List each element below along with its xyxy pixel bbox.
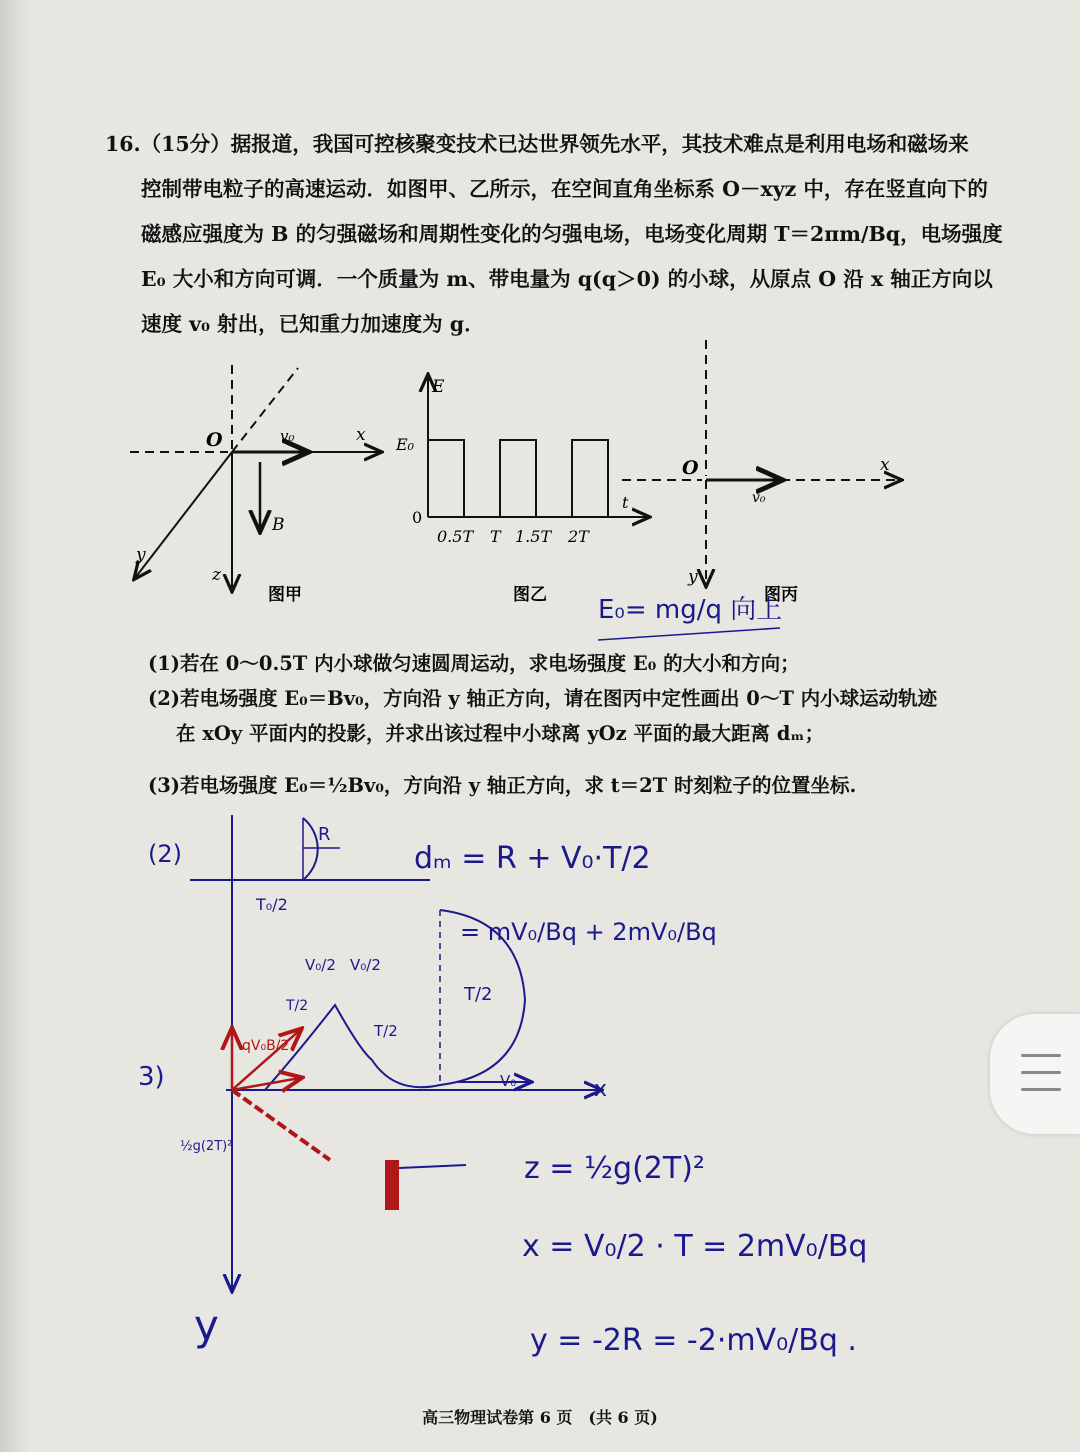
part-1: (1)若在 0～0.5T 内小球做匀速圆周运动，求电场强度 E₀ 的大小和方向； (148, 652, 800, 675)
figure-yi (395, 376, 648, 605)
zero-label: 0 (412, 508, 423, 527)
t-axis-label: t (622, 493, 629, 512)
hw-label-3: 3) (138, 1062, 165, 1092)
tick-label: 0.5T (437, 527, 474, 546)
y-axis-label: y (688, 567, 698, 587)
z-axis-label: z (212, 565, 221, 585)
part-3: (3)若电场强度 E₀＝½Bv₀，方向沿 y 轴正方向，求 t＝2T 时刻粒子的位置坐标. (148, 774, 857, 797)
page-footer: 高三物理试卷第 6 页 (共 6 页) (422, 1408, 658, 1427)
caption-yi: 图乙 (513, 585, 547, 605)
hw-force-label: qV₀B/2 (242, 1038, 290, 1054)
hw-x-label: x (594, 1077, 608, 1102)
hw-v0-label: V₀ (500, 1072, 517, 1090)
hw-g-label: ½g(2T)² (180, 1139, 233, 1154)
y-axis-label: y (136, 545, 146, 565)
caption-bing: 图丙 (764, 585, 798, 605)
question-line: 速度 v₀ 射出，已知重力加速度为 g． (141, 312, 485, 336)
hw-z-equation: z = ½g(2T)² (524, 1151, 705, 1186)
tick-label: 2T (568, 527, 589, 546)
hw-t-half: T/2 (464, 984, 493, 1005)
hw-label-2: (2) (148, 840, 182, 868)
x-axis-label: x (356, 425, 366, 445)
e-axis-label: E (432, 377, 445, 397)
hw-t0-half: T₀/2 (256, 895, 288, 914)
hw-y-equation: y = -2R = -2·mV₀/Bq . (530, 1323, 857, 1358)
question-line: 磁感应强度为 B 的匀强磁场和周期性变化的匀强电场，电场变化周期 T＝2πm/Bq，电场强度 (141, 222, 1003, 246)
origin-label: O (682, 457, 699, 479)
part-2-cont: 在 xOy 平面内的投影，并求出该过程中小球离 yOz 平面的最大距离 dₘ； (176, 722, 825, 745)
figure-jia (130, 365, 380, 605)
hw-v-half: V₀/2 (350, 956, 381, 974)
menu-icon (1021, 1071, 1061, 1074)
hw-dm-line1: dₘ = R + V₀·T/2 (414, 841, 651, 876)
side-menu-button[interactable] (990, 1014, 1080, 1134)
hw-v-half: V₀/2 (305, 956, 336, 974)
menu-icon (1021, 1088, 1061, 1091)
handwritten-diagram (138, 815, 717, 1350)
hw-t-half: T/2 (286, 998, 309, 1014)
b-field-label: B (272, 515, 285, 535)
hw-r-label: R (318, 824, 331, 845)
x-axis-label: x (880, 455, 890, 475)
v0-label: v₀ (280, 427, 295, 445)
part-2: (2)若电场强度 E₀＝Bv₀，方向沿 y 轴正方向，请在图丙中定性画出 0～T 内小球运动轨迹 (148, 687, 938, 710)
question-line: 16.（15分）据报道，我国可控核聚变技术已达世界领先水平，其技术难点是利用电场和磁场来 (105, 132, 969, 156)
tick-label: T (490, 527, 501, 546)
question-line: E₀ 大小和方向可调．一个质量为 m、带电量为 q(q＞0) 的小球，从原点 O 沿 x 轴正方向以 (141, 267, 993, 291)
menu-icon (1021, 1054, 1061, 1057)
question-line: 控制带电粒子的高速运动．如图甲、乙所示，在空间直角坐标系 O－xyz 中，存在竖直向下的 (141, 177, 988, 201)
caption-jia: 图甲 (268, 585, 302, 605)
origin-label: O (206, 429, 223, 451)
e0-label: E₀ (396, 435, 415, 454)
hw-t-half: T/2 (374, 1022, 398, 1040)
figure-bing (622, 340, 900, 605)
hw-y-label: y (194, 1301, 219, 1350)
hw-x-equation: x = V₀/2 · T = 2mV₀/Bq (522, 1229, 868, 1264)
v0-label: v₀ (752, 490, 766, 506)
hw-dm-line2: = mV₀/Bq + 2mV₀/Bq (460, 918, 717, 946)
handwritten-answer-1: E₀= mg/q 向上 (598, 595, 783, 625)
tick-label: 1.5T (515, 527, 552, 546)
